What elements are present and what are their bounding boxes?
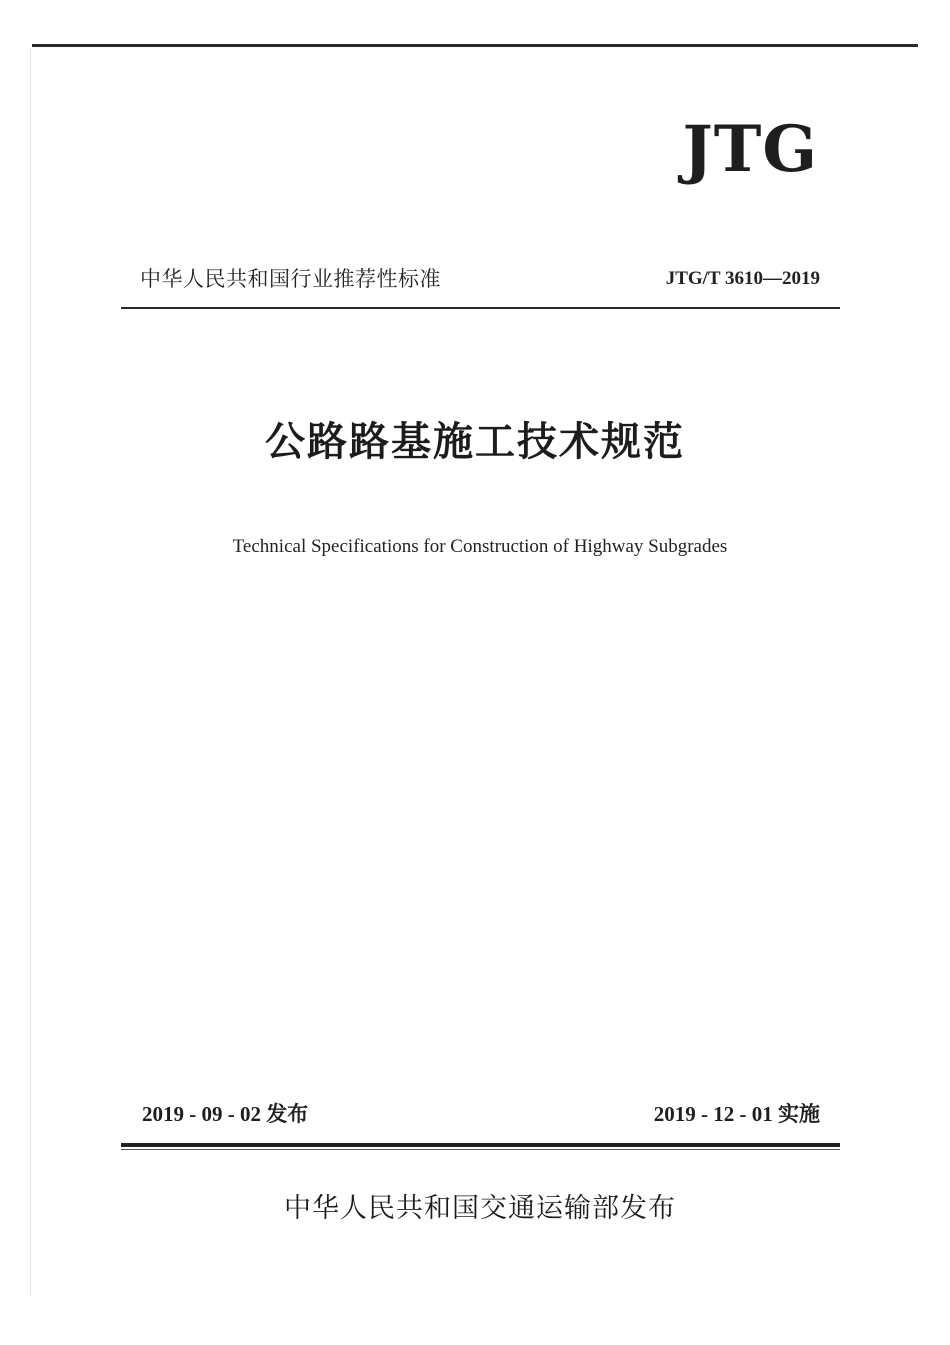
footer-rule-thin [121, 1149, 840, 1150]
implementation-date: 2019 - 12 - 01 实施 [653, 1102, 820, 1126]
document-title-en: Technical Specifications for Construction of Highway Subgrades [232, 536, 728, 557]
document-title-cn: 公路路基施工技术规范 [265, 419, 685, 465]
header-rule [121, 307, 840, 309]
jtg-logo: JTG [682, 112, 818, 187]
standard-series: 中华人民共和国行业推荐性标准 [140, 267, 441, 291]
page-left-edge [30, 47, 31, 1297]
publisher: 中华人民共和国交通运输部发布 [284, 1193, 676, 1224]
page-top-edge [32, 44, 918, 47]
issue-date: 2019 - 09 - 02 发布 [142, 1102, 309, 1126]
footer-rule-thick [121, 1143, 840, 1147]
standard-code: JTG/T 3610—2019 [665, 268, 820, 289]
